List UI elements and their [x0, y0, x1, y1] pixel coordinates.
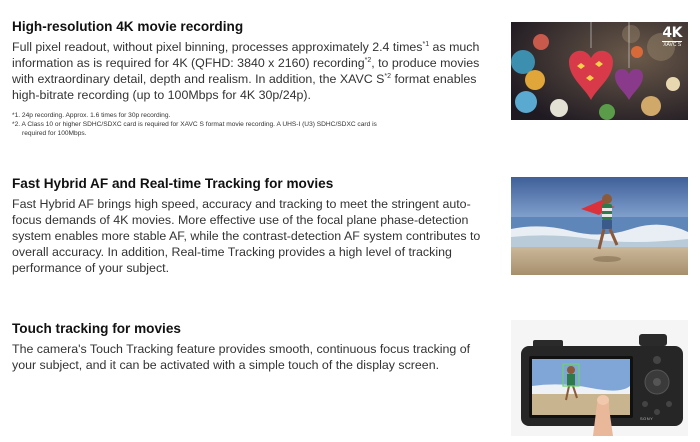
camera-illustration — [511, 320, 688, 436]
4k-badge-label: 4K — [662, 25, 682, 41]
footnote-ref: *2 — [364, 56, 372, 64]
footnote: *1. 24p recording. Approx. 1.6 times for 30p recording. — [12, 112, 171, 119]
feature-title: Fast Hybrid AF and Real-time Tracking for movies — [12, 176, 334, 191]
camera-photo — [511, 320, 688, 436]
beach-illustration — [511, 177, 688, 275]
feature-4k-recording — [12, 18, 490, 138]
camera-brand-logo: SONY — [640, 416, 654, 421]
footnotes — [12, 111, 490, 138]
hearts-photo — [511, 22, 688, 120]
description-part: format enables high-bitrate recording (up to 100Mbps for 4K 30p/24p). — [12, 72, 477, 102]
feature-touch-tracking — [12, 320, 490, 373]
xavc-badge-label: XAVC S — [663, 42, 682, 48]
footnote-ref: *1 — [422, 40, 430, 48]
feature-description — [12, 39, 490, 103]
feature-title: Touch tracking for movies — [12, 321, 181, 336]
beach-photo — [511, 177, 688, 275]
footnote-ref: *2 — [384, 72, 392, 80]
description-part: Full pixel readout, without pixel binning, processes approximately 2.4 times — [12, 40, 423, 54]
4k-badge — [662, 26, 682, 48]
feature-description: Fast Hybrid AF brings high speed, accuracy and tracking to meet the stringent auto-focus demands of 4K movies. More effective use of the focal plane phase-detection system enables more stable AF, while the contrast-detection AF system contributes to overall accuracy. In addition, Real-time Tracking provides a high level of tracking performance of your subject. — [12, 197, 481, 275]
feature-hybrid-af — [12, 175, 490, 276]
feature-title: High-resolution 4K movie recording — [12, 19, 244, 34]
footnote: required for 100Mbps. — [22, 130, 87, 137]
feature-description: The camera's Touch Tracking feature provides smooth, continuous focus tracking of your subject, and it can be activated with a simple touch of the display screen. — [12, 342, 471, 372]
description-part: , to produce movies with extraordinary detail, depth and realism. In addition, the XAVC S — [12, 56, 480, 86]
footnote: *2. A Class 10 or higher SDHC/SDXC card is required for XAVC S format movie recording. A UHS-I (U3) SDHC/SDXC card is — [12, 121, 377, 128]
description-part: as much information as is required for 4K (QFHD: 3840 x 2160) recording — [12, 40, 480, 70]
